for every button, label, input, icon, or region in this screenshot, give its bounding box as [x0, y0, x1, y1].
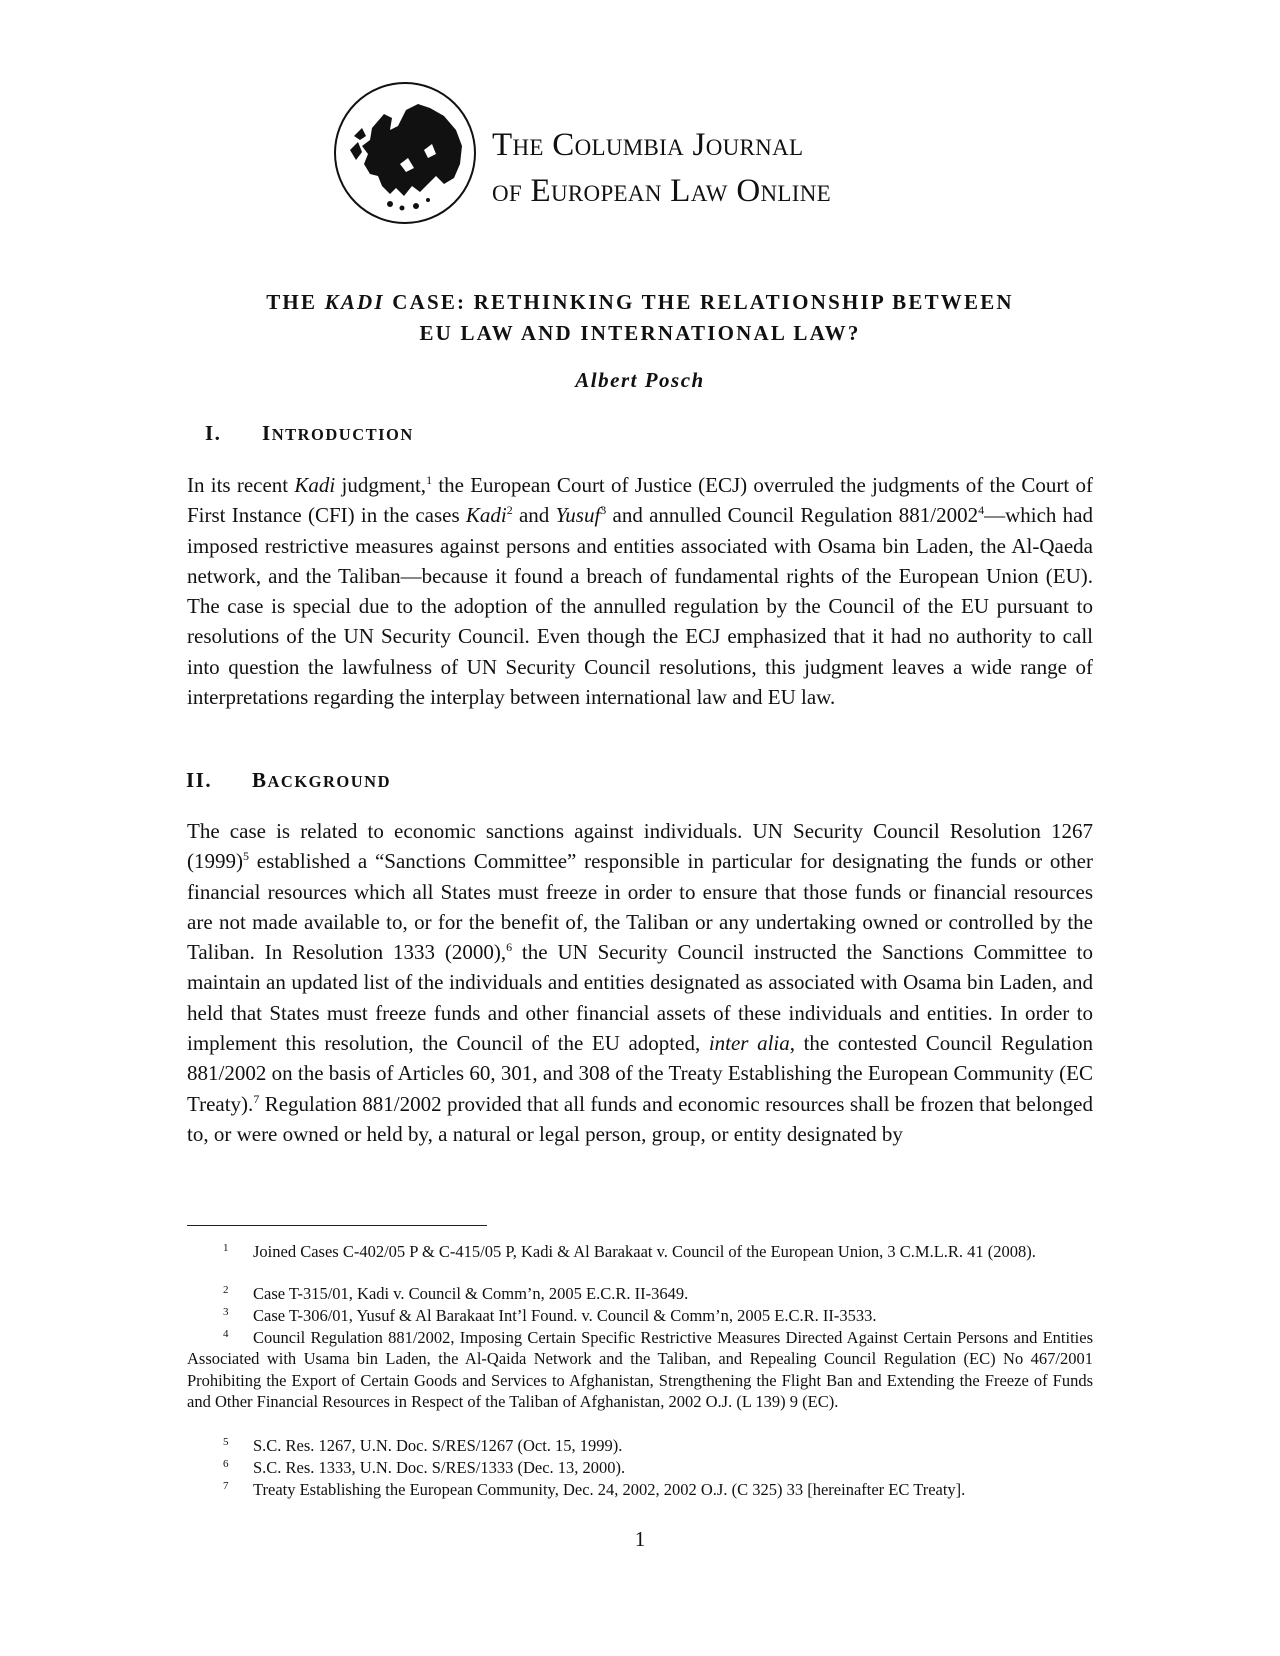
journal-line-1: The Columbia Journal	[492, 127, 804, 163]
footnote-text: Council Regulation 881/2002, Imposing Certain Specific Restrictive Measures Directed Against Certain Persons and Entities Associated with Usama bin Laden, the Al-Qaida Network and the Taliban, and Repealing Council Regulation (EC) No 467/2001 Prohibiting the Export of Certain Goods and Services to Afghanistan, Strengthening the Flight Ban and Extending the Freeze of Funds and Other Financial Resources in Respect of the Taliban of Afghanistan, 2002 O.J. (L 139) 9 (EC).	[187, 1328, 1093, 1412]
footnote-text: Case T-315/01, Kadi v. Council & Comm’n, 2005 E.C.R. II-3649.	[253, 1284, 689, 1303]
section-number: I.	[205, 421, 222, 445]
journal-line-2: of European Law Online	[492, 173, 831, 209]
paragraph-text: the European Court of Justice (ECJ) overruled the judgments of the Court of First Instance (CFI) in the cases	[187, 473, 1094, 528]
footnote: 7 Treaty Establishing the European Community, Dec. 24, 2002, 2002 O.J. (C 325) 33 [hereinafter EC Treaty].	[223, 1479, 966, 1499]
paragraph-text: judgment,	[335, 473, 427, 497]
footnote-ref[interactable]: 5	[243, 849, 249, 864]
footnote-text: S.C. Res. 1333, U.N. Doc. S/RES/1333 (Dec. 13, 2000).	[253, 1458, 626, 1477]
paragraph-text: and annulled Council Regulation 881/2002	[606, 503, 979, 528]
footnote-text: Joined Cases C-402/05 P & C-415/05 P, Kadi & Al Barakaat v. Council of the European Union, 3 C.M.L.R. 41 (2008).	[253, 1242, 1036, 1261]
footnote-text: S.C. Res. 1267, U.N. Doc. S/RES/1267 (Oct. 15, 1999).	[253, 1436, 623, 1455]
paragraph-text: Regulation 881/2002 provided that all funds and economic resources shall be frozen that belonged to, or were owned or held by, a natural or legal person, group, or entity designated by	[187, 1091, 1093, 1146]
footnote-ref[interactable]: 1	[426, 473, 433, 487]
author-name: Albert Posch	[575, 368, 705, 392]
paragraph-text: The case is related to economic sanctions against individuals. UN Security Council Resolution 1267 (1999)	[187, 819, 1093, 874]
footnote: 5 S.C. Res. 1267, U.N. Doc. S/RES/1267 (Oct. 15, 1999).	[223, 1435, 623, 1455]
section-title-rest: ACKGROUND	[267, 772, 392, 791]
europe-globe-icon	[332, 80, 478, 226]
section-heading-introduction	[205, 421, 414, 446]
section-title-initial: B	[252, 768, 268, 792]
case-name: Kadi	[465, 503, 507, 528]
footnote: 2 Case T-315/01, Kadi v. Council & Comm’n, 2005 E.C.R. II-3649.	[223, 1283, 689, 1303]
footnote-ref[interactable]: 7	[253, 1091, 260, 1106]
paragraph-text: , the contested Council Regulation 881/2002 on the basis of Articles 60, 301, and 308 of the Treaty Establishing the European Community (EC Treaty).	[187, 1031, 1094, 1116]
case-name: Yusuf	[555, 503, 601, 528]
footnote: 4 Council Regulation 881/2002, Imposing Certain Specific Restrictive Measures Directed Against Certain Persons and Entities Associated with Usama bin Laden, the Al-Qaida Network and the Taliban, and Repealing Council Regulation (EC) No 467/2001 Prohibiting the Export of Certain Goods and Services to Afghanistan, Strengthening the Flight Ban and Extending the Freeze of Funds and Other Financial Resources in Respect of the Taliban of Afghanistan, 2002 O.J. (L 139) 9 (EC).	[187, 1327, 1093, 1412]
paragraph-text: and	[512, 503, 556, 528]
footnote: 6 S.C. Res. 1333, U.N. Doc. S/RES/1333 (Dec. 13, 2000).	[223, 1457, 626, 1477]
section-title-rest: NTRODUCTION	[271, 425, 414, 444]
section-heading-background	[186, 768, 391, 793]
footnote-divider	[187, 1225, 487, 1226]
footnote-ref[interactable]: 4	[978, 503, 985, 518]
title-text: THE	[266, 290, 325, 314]
footnote-ref[interactable]: 6	[506, 940, 513, 955]
article-title-line-1	[0, 287, 1280, 318]
footnote: 3 Case T-306/01, Yusuf & Al Barakaat Int’l Found. v. Council & Comm’n, 2005 E.C.R. II-3533.	[223, 1305, 877, 1325]
section-number: II.	[186, 768, 213, 792]
paragraph-text: —which had imposed restrictive measures against persons and entities associated with Osama bin Laden, the Al-Qaeda network, and the Taliban—because it found a breach of fundamental rights of the European Union (EU). The case is special due to the adoption of the annulled regulation by the Council of the EU pursuant to resolutions of the UN Security Council. Even though the ECJ emphasized that it had no authority to call into question the lawfulness of UN Security Council resolutions, this judgment leaves a wide range of interpretations regarding the interplay between international law and EU law.	[187, 503, 1093, 710]
paragraph-text: established a “Sanctions Committee” responsible in particular for designating the funds or other financial resources which all States must freeze in order to ensure that those funds or financial resources are not made available to, or for the benefit of, the Taliban or any undertaking owned or controlled by the Taliban. In Resolution 1333 (2000),	[187, 849, 1093, 965]
footnote-ref[interactable]: 2	[506, 503, 513, 518]
section-title-initial: I	[262, 421, 272, 445]
latin-phrase: inter alia	[708, 1031, 790, 1056]
introduction-paragraph	[187, 470, 1093, 712]
paragraph-text: In its recent	[187, 473, 295, 497]
footnote: 1 Joined Cases C-402/05 P & C-415/05 P, Kadi & Al Barakaat v. Council of the European Union, 3 C.M.L.R. 41 (2008).	[223, 1241, 1036, 1261]
title-text: CASE: RETHINKING THE RELATIONSHIP BETWEEN	[384, 290, 1014, 314]
footnote-text: Treaty Establishing the European Community, Dec. 24, 2002, 2002 O.J. (C 325) 33 [hereinafter EC Treaty].	[253, 1480, 966, 1499]
background-paragraph	[187, 816, 1093, 1149]
article-title-line-2: EU LAW AND INTERNATIONAL LAW?	[419, 321, 861, 345]
title-case-name: KADI	[324, 290, 385, 314]
footnote-ref[interactable]: 3	[600, 503, 607, 518]
case-name: Kadi	[294, 473, 336, 497]
page-number: 1	[634, 1527, 646, 1551]
footnote-text: Case T-306/01, Yusuf & Al Barakaat Int’l Found. v. Council & Comm’n, 2005 E.C.R. II-3533.	[253, 1306, 877, 1325]
journal-masthead	[492, 122, 831, 214]
paragraph-text: the UN Security Council instructed the Sanctions Committee to maintain an updated list of the individuals and entities designated as associated with Osama bin Laden, and held that States must freeze funds and other financial assets of these individuals and entities. In order to implement this resolution, the Council of the EU adopted,	[187, 940, 1094, 1056]
